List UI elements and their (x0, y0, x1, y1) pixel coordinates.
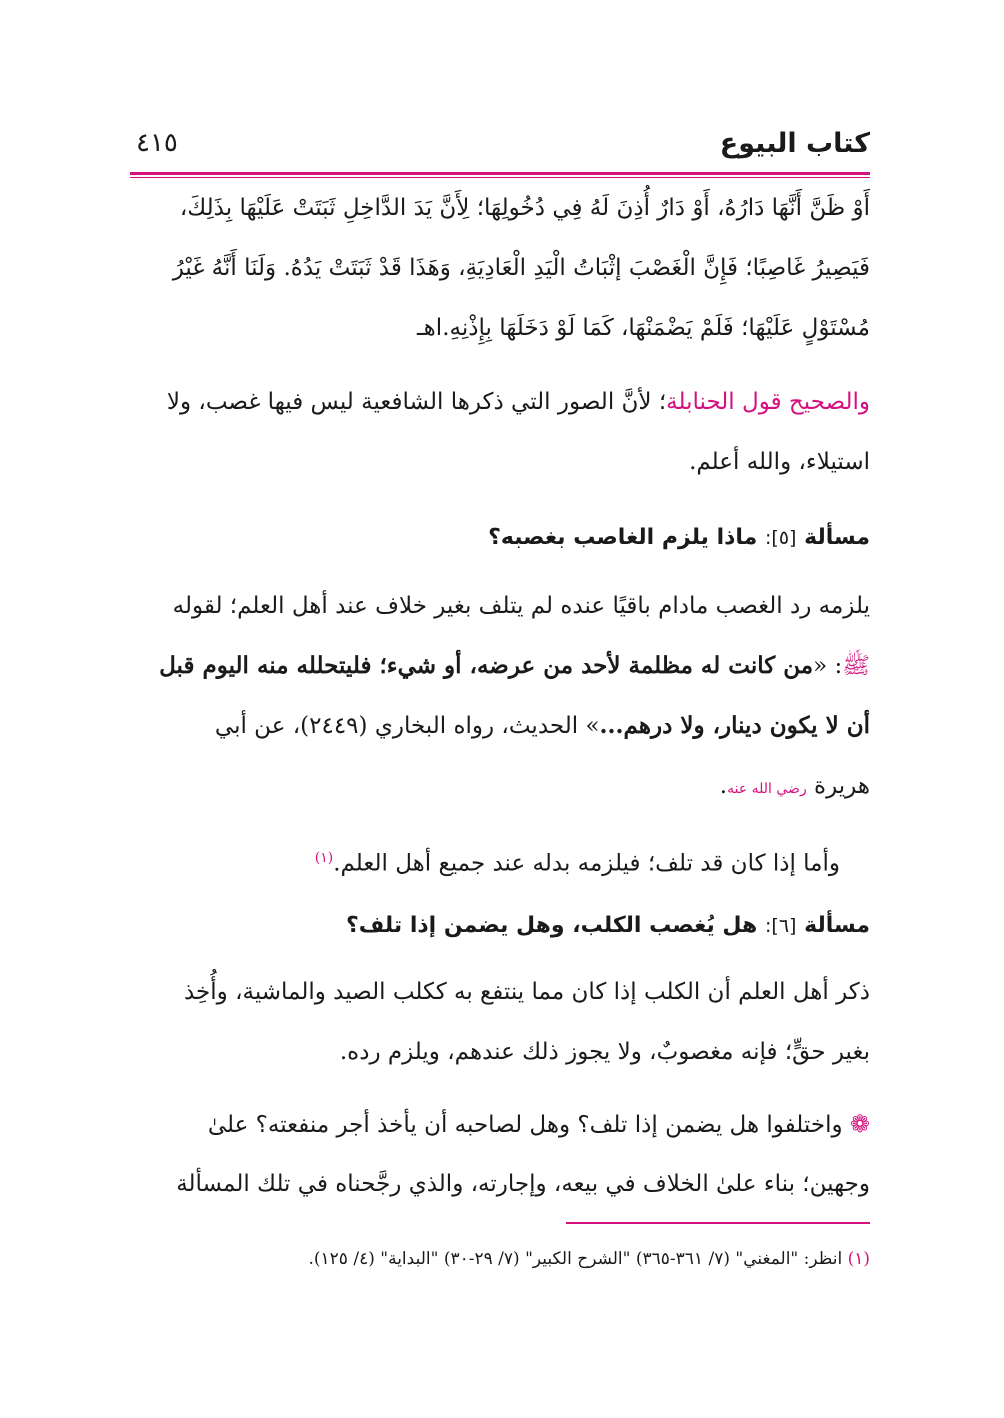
verdict-highlight: والصحيح قول الحنابلة (666, 389, 870, 415)
verdict-line: استيلاء، والله أعلم. (689, 449, 870, 475)
question-title: هل يُغصب الكلب، وهل يضمن إذا تلف؟ (345, 913, 758, 938)
answer-text: واختلفوا هل يضمن إذا تلف؟ وهل لصاحبه أن يأخذ أجر منفعته؟ علىٰ (207, 1112, 843, 1138)
answer-6b-paragraph (130, 1094, 870, 1214)
answer-line: ذكر أهل العلم أن الكلب إذا كان مما ينتفع به ككلب الصيد والماشية، وأُخِذ (183, 979, 870, 1005)
question-label: مسألة (804, 913, 870, 938)
footnote (130, 1244, 870, 1274)
footnote-rule (566, 1222, 870, 1224)
footnote-number: (١) (847, 1249, 870, 1269)
answer-text: وأما إذا كان قد تلف؛ فيلزمه بدله عند جميع أهل العلم. (333, 850, 840, 877)
answer-line: بغير حقٍّ؛ فإنه مغصوبٌ، ولا يجوز ذلك عندهم، ويلزم رده. (339, 1039, 870, 1065)
quote-line: فَيَصِيرُ غَاصِبًا؛ فَإِنَّ الْغَصْبَ إثْبَاتُ الْيَدِ الْعَادِيَةِ، وَهَذَا قَدْ ثَبَتَتْ يَدُهُ. وَلَنَا أَنَّهُ غَيْرُ (172, 255, 870, 281)
verdict-rest: ؛ لأنَّ الصور التي ذكرها الشافعية ليس فيها غصب، ولا (166, 389, 667, 415)
colon-quote: : « (813, 653, 843, 679)
question-number: [٦]: (764, 915, 797, 937)
hadith-text: من كانت له مظلمة لأحد من عرضه، أو شيء؛ فليتحلله منه اليوم قبل (159, 652, 814, 679)
honorific-symbol: ﷺ (842, 653, 870, 679)
verdict-paragraph (130, 372, 870, 492)
question-label: مسألة (804, 525, 870, 550)
citation: » الحديث، رواه البخاري (٢٤٤٩)، عن أبي (214, 713, 600, 739)
question-heading-6 (130, 908, 870, 944)
header-rule-thick (130, 172, 870, 175)
hadith-text: أن لا يكون دينار، ولا درهم... (599, 712, 870, 739)
quote-block (130, 178, 870, 358)
answer-line (130, 828, 870, 888)
answer-line (130, 696, 870, 756)
answer-5b-paragraph (130, 828, 870, 888)
answer-line: يلزمه رد الغصب مادام باقيًا عنده لم يتلف بغير خلاف عند أهل العلم؛ لقوله (172, 593, 870, 619)
quote-line: أَوْ ظَنَّ أَنَّهَا دَارُهُ، أَوْ دَارٌ أُذِنَ لَهُ فِي دُخُولِهَا؛ لِأَنَّ يَدَ الدَّاخِلِ ثَبَتَتْ عَلَيْهَا بِذَلِكَ، (179, 195, 870, 221)
question-number: [٥]: (764, 527, 797, 549)
period: . (719, 773, 728, 799)
answer-line (130, 636, 870, 696)
footnote-text: انظر: "المغني" (٧/ ٣٦١-٣٦٥) "الشرح الكبير" (٧/ ٢٩-٣٠) "البداية" (٤/ ١٢٥). (308, 1249, 843, 1269)
page-number: ٤١٥ (136, 128, 178, 158)
question-title: ماذا يلزم الغاصب بغصبه؟ (488, 525, 758, 550)
verdict-line (130, 372, 870, 432)
answer-line: وجهين؛ بناء علىٰ الخلاف في بيعه، وإجارته، والذي رجَّحناه في تلك المسألة (176, 1171, 870, 1197)
quote-line: مُسْتَوْلٍ عَلَيْهَا؛ فَلَمْ يَضْمَنْهَا، كَمَا لَوْ دَخَلَهَا بِإِذْنِهِ.اهـ (416, 315, 870, 341)
page-header (130, 124, 870, 166)
answer-line (130, 1094, 870, 1154)
answer-line (130, 756, 870, 816)
honorific-symbol: رضي الله عنه (727, 781, 807, 797)
book-title: كتاب البيوع (719, 128, 870, 159)
answer-5-paragraph (130, 576, 870, 816)
footnote-marker: (١) (314, 850, 334, 866)
answer-6-paragraph (130, 962, 870, 1082)
narrator: هريرة (814, 773, 870, 799)
flower-icon: ❁ (849, 1110, 870, 1138)
question-heading-5 (130, 520, 870, 556)
